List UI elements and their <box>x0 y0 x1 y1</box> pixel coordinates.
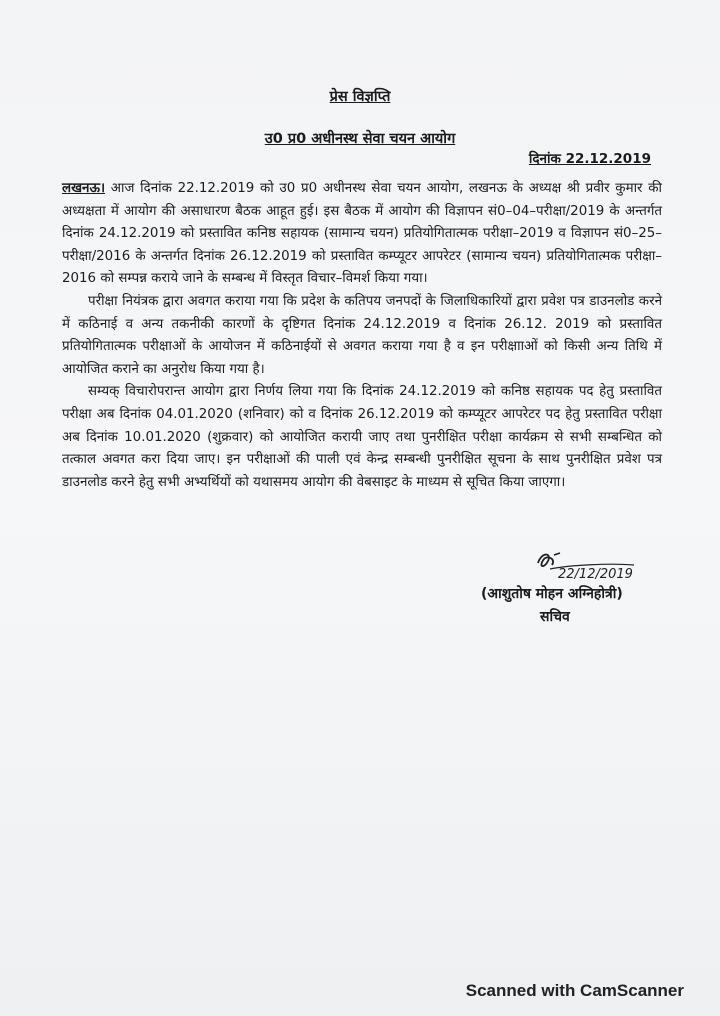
document-date: दिनांक 22.12.2019 <box>528 151 651 167</box>
camscanner-watermark: Scanned with CamScanner <box>465 981 684 1000</box>
signatory-name: (आशुतोष मोहन अग्निहोत्री) <box>481 586 623 602</box>
signature-date: 22/12/2019 <box>558 567 633 582</box>
press-release-body <box>62 178 662 494</box>
signatory-designation: सचिव <box>540 609 570 625</box>
organization-name: उ0 प्र0 अधीनस्थ सेवा चयन आयोग <box>264 131 456 147</box>
paragraph-1-text: आज दिनांक 22.12.2019 को उ0 प्र0 अधीनस्थ सेवा चयन आयोग, लखनऊ के अध्यक्ष श्री प्रवीर कुमार की अध्यक्षता में आयोग की असाधारण बैठक आहूत हुई। इस बैठक में आयोग की विज्ञापन सं0–04–परीक्षा/2019 के अन्तर्गत दिनांक 24.12.2019 को प्रस्तावित कनिष्ठ सहायक (सामान्य चयन) प्रतियोगितात्मक परीक्षा–2019 व विज्ञापन सं0–25–परीक्षा/2016 के अन्तर्गत दिनांक 26.12.2019 को प्रस्तावित कम्प्यूटर आपरेटर (सामान्य चयन) प्रतियोगितात्मक परीक्षा–2016 को सम्पन्न कराये जाने के सम्बन्ध में विस्तृत विचार–विमर्श किया गया। <box>62 181 662 287</box>
place-label: लखनऊ। <box>62 181 106 196</box>
paragraph-3: सम्यक् विचारोपरान्त आयोग द्वारा निर्णय लिया गया कि दिनांक 24.12.2019 को कनिष्ठ सहायक पद हेतु प्रस्तावित परीक्षा अब दिनांक 04.01.2020 (शनिवार) को व दिनांक 26.12.2019 को कम्प्यूटर आपरेटर पद हेतु प्रस्तावित परीक्षा अब दिनांक 10.01.2020 (शुक्रवार) को आयोजित करायी जाए तथा पुनरीक्षित परीक्षा कार्यक्रम से सभी सम्बन्धित को तत्काल अवगत करा दिया जाए। इन परीक्षाओं की पाली एवं केन्द्र सम्बन्धी पुनरीक्षित सूचना के साथ पुनरीक्षित प्रवेश पत्र डाउनलोड करने हेतु सभी अभ्यर्थियों को यथासमय आयोग की वेबसाइट के माध्यम से सूचित किया जाएगा। <box>62 384 662 490</box>
paragraph-2: परीक्षा नियंत्रक द्वारा अवगत कराया गया कि प्रदेश के कतिपय जनपदों के जिलाधिकारियों द्वारा प्रवेश पत्र डाउनलोड करने में कठिनाई व अन्य तकनीकी कारणों के दृष्टिगत दिनांक 24.12.2019 व दिनांक 26.12. 2019 को प्रस्तावित प्रतियोगितात्मक परीक्षाओं के आयोजन में कठिनाईयों से अवगत कराया गया है व इन परीक्षााओं को किसी अन्य तिथि में आयोजित कराने का अनुरोध किया गया है। <box>62 293 662 377</box>
paragraph-1 <box>62 178 662 291</box>
document-title: प्रेस विज्ञप्ति <box>329 89 391 105</box>
